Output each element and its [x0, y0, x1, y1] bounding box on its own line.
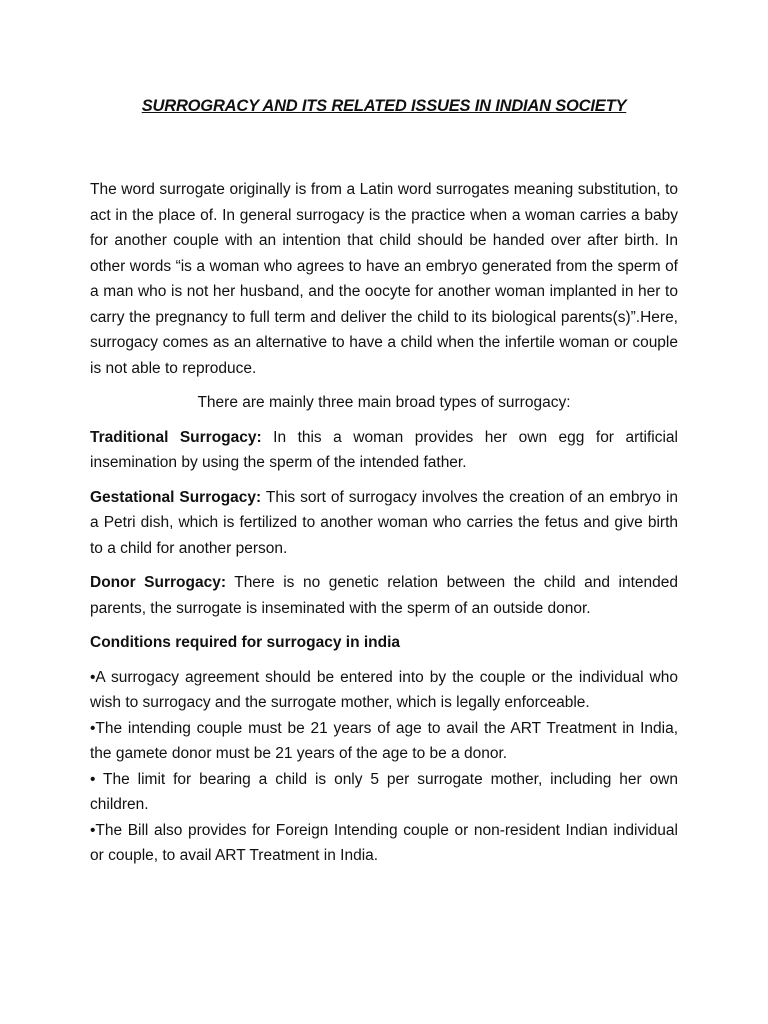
type-term: Gestational Surrogacy:: [90, 488, 262, 506]
condition-item: • The limit for bearing a child is only 5 per surrogate mother, including her own children.: [90, 770, 678, 813]
types-intro: There are mainly three main broad types of surrogacy:: [197, 394, 571, 411]
document-page: [90, 0, 678, 1024]
document-title: SURROGRACY AND ITS RELATED ISSUES IN INDIAN SOCIETY: [141, 97, 627, 115]
type-description: There is no genetic relation between the child and intended parents, the surrogate is inseminated with the sperm of an outside donor.: [90, 574, 679, 617]
condition-item: •The intending couple must be 21 years of age to avail the ART Treatment in India, the gamete donor must be 21 years of the age to be a donor.: [90, 719, 678, 762]
type-term: Donor Surrogacy:: [90, 574, 226, 591]
condition-item: •A surrogacy agreement should be entered into by the couple or the individual who wish to surrogacy and the surrogate mother, which is legally enforceable.: [90, 668, 678, 711]
type-term: Traditional Surrogacy:: [90, 428, 262, 446]
type-traditional: [90, 425, 678, 476]
conditions-list: [90, 665, 678, 869]
type-gestational: [90, 485, 678, 562]
conditions-heading: Conditions required for surrogacy in india: [90, 634, 401, 651]
document-body: [90, 177, 678, 869]
type-donor: [90, 570, 678, 621]
condition-item: •The Bill also provides for Foreign Intending couple or non-resident Indian individual or couple, to avail ART Treatment in India.: [90, 821, 678, 864]
type-description: This sort of surrogacy involves the creation of an embryo in a Petri dish, which is fertilized to another woman who carries the fetus and give birth to a child for another person.: [90, 488, 679, 557]
intro-paragraph: The word surrogate originally is from a Latin word surrogates meaning substitution, to act in the place of. In general surrogacy is the practice when a woman carries a baby for another couple with an intention that child should be handed over after birth. In other words “is a woman who agrees to have an embryo generated from the sperm of a man who is not her husband, and the oocyte for another woman implanted in her to carry the pregnancy to full term and deliver the child to its biological parents(s)”.Here, surrogacy comes as an alternative to have a child when the infertile woman or couple is not able to reproduce.: [90, 181, 678, 377]
type-description: In this a woman provides her own egg for artificial insemination by using the sperm of the intended father.: [90, 428, 678, 471]
